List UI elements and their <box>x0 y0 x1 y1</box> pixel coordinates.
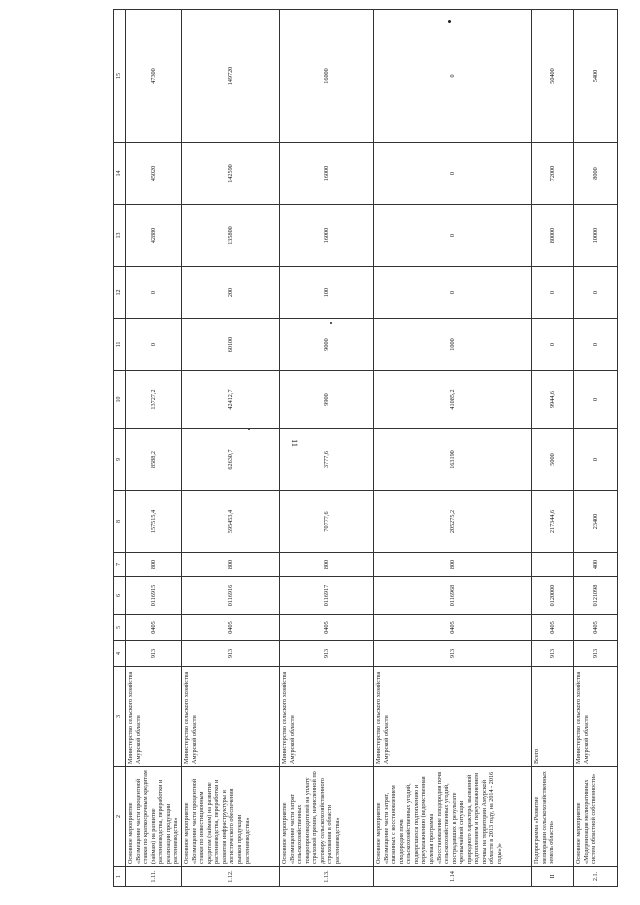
amount-cell: 42880 <box>126 205 182 267</box>
amount-cell: 0 <box>574 319 618 371</box>
amount-cell: 47300 <box>126 10 182 143</box>
responsible-party: Министерство сельского хозяйства Амурской области <box>126 667 182 767</box>
row-number: 1.12. <box>182 867 280 887</box>
amount-cell: 0 <box>374 205 532 267</box>
target-code: 0121098 <box>574 577 618 615</box>
header-cell: 13 <box>114 205 126 267</box>
expense-type: 800 <box>182 553 280 577</box>
ministry-code: 913 <box>532 641 574 667</box>
measure-name: Основное мероприятие «Возмещение части затрат, связанных с восстановлением плодородия почв сельскохозяйственных угодий, подвергшихся подтоплению и переувлажнению (ведомственная целевая программа «Восстановление плодородия почв сельскохозяйственных угодий, пострадавших в результате чрезвычайной ситуации природного характера, вызванной подтоплением и переувлажнением почвы на территории Амурской области в 2013 году, на 2014 - 2016 годы»)» <box>374 767 532 867</box>
amount-cell: 100 <box>280 267 374 319</box>
target-code: 0116968 <box>374 577 532 615</box>
header-cell: 5 <box>114 615 126 641</box>
amount-cell: 45020 <box>126 143 182 205</box>
target-code: 0116915 <box>126 577 182 615</box>
amount-cell: 0 <box>374 267 532 319</box>
header-cell: 6 <box>114 577 126 615</box>
amount-cell: 10000 <box>574 205 618 267</box>
measure-name: Подпрограмма «Развитие мелиорации сельскохозяйственных земель области» <box>532 767 574 867</box>
amount-cell: 0 <box>532 267 574 319</box>
target-code: 0120000 <box>532 577 574 615</box>
amount-cell: 13727,2 <box>126 371 182 429</box>
measure-name: Основное мероприятие «Возмещение части процентной ставки по инвестиционным кредитам (займам) на развитие растениеводства, переработки и развития инфраструктуры и логистического обеспечения рынков продукции растениеводства» <box>182 767 280 867</box>
table-row <box>374 10 532 887</box>
amount-cell: 70777,6 <box>280 491 374 553</box>
target-code: 0116916 <box>182 577 280 615</box>
rotated-table-sheet <box>87 0 640 905</box>
row-number: 1.14 <box>374 867 532 887</box>
amount-cell: 16000 <box>280 143 374 205</box>
header-cell: 8 <box>114 491 126 553</box>
header-cell: 15 <box>114 10 126 143</box>
expense-type: 400 <box>574 553 618 577</box>
header-cell: 14 <box>114 143 126 205</box>
amount-cell: 42412,7 <box>182 371 280 429</box>
row-number: 1.11. <box>126 867 182 887</box>
table-row <box>532 10 574 887</box>
expense-type: 800 <box>374 553 532 577</box>
responsible-party: Министерство сельского хозяйства Амурской области <box>574 667 618 767</box>
amount-cell: 8000 <box>574 143 618 205</box>
amount-cell: 41085,2 <box>374 371 532 429</box>
header-cell: 10 <box>114 371 126 429</box>
target-code: 0116917 <box>280 577 374 615</box>
amount-cell: 23400 <box>574 491 618 553</box>
ministry-code: 913 <box>126 641 182 667</box>
amount-cell: 9000 <box>280 319 374 371</box>
section-code: 0405 <box>574 615 618 641</box>
amount-cell: 9900 <box>280 371 374 429</box>
amount-cell: 0 <box>574 429 618 491</box>
amount-cell: 0 <box>532 319 574 371</box>
ministry-code: 913 <box>182 641 280 667</box>
amount-cell: 80000 <box>532 205 574 267</box>
amount-cell: 1000 <box>374 319 532 371</box>
measure-name: Основное мероприятие «Возмещение части процентной ставки по краткосрочным кредитам (займам) на развитие растениеводства, переработки и реализации продукции растениеводства» <box>126 767 182 867</box>
program-funding-table <box>113 9 618 887</box>
ministry-code: 913 <box>374 641 532 667</box>
amount-cell: 5400 <box>574 10 618 143</box>
section-code: 0405 <box>532 615 574 641</box>
amount-cell: 0 <box>374 10 532 143</box>
section-code: 0405 <box>374 615 532 641</box>
amount-cell: 149720 <box>182 10 280 143</box>
amount-cell: 217344,6 <box>532 491 574 553</box>
amount-cell: 205275,2 <box>374 491 532 553</box>
table-row <box>126 10 182 887</box>
amount-cell: 200 <box>182 267 280 319</box>
amount-cell: 595453,4 <box>182 491 280 553</box>
row-number: 2.1. <box>574 867 618 887</box>
amount-cell: 142590 <box>182 143 280 205</box>
row-number: II <box>532 867 574 887</box>
amount-cell: 157515,4 <box>126 491 182 553</box>
amount-cell: 8588,2 <box>126 429 182 491</box>
header-cell: 7 <box>114 553 126 577</box>
expense-type: 800 <box>280 553 374 577</box>
header-cell: 12 <box>114 267 126 319</box>
header-cell: 4 <box>114 641 126 667</box>
ministry-code: 913 <box>280 641 374 667</box>
page-number: 11 <box>290 439 299 447</box>
amount-cell: 16000 <box>280 205 374 267</box>
amount-cell: 0 <box>126 267 182 319</box>
column-number-header <box>114 10 126 887</box>
expense-type: 800 <box>126 553 182 577</box>
amount-cell: 62630,7 <box>182 429 280 491</box>
amount-cell: 60100 <box>182 319 280 371</box>
section-code: 0405 <box>126 615 182 641</box>
table-row <box>182 10 280 887</box>
amount-cell: 0 <box>126 319 182 371</box>
amount-cell: 50400 <box>532 10 574 143</box>
table-row <box>280 10 374 887</box>
section-code: 0405 <box>182 615 280 641</box>
responsible-party: Министерство сельского хозяйства Амурской области <box>374 667 532 767</box>
amount-cell: 0 <box>574 267 618 319</box>
amount-cell: 0 <box>374 143 532 205</box>
header-cell: 1 <box>114 867 126 887</box>
amount-cell: 3777,6 <box>280 429 374 491</box>
measure-name: Основное мероприятие «Возмещение части затрат сельскохозяйственных товаропроизводителей на уплату страховой премии, начисленной по договору сельскохозяйственного страхования в области растениеводства» <box>280 767 374 867</box>
amount-cell: 72000 <box>532 143 574 205</box>
amount-cell: 163190 <box>374 429 532 491</box>
responsible-party: Министерство сельского хозяйства Амурской области <box>182 667 280 767</box>
responsible-party: Всего <box>532 667 574 767</box>
amount-cell: 9944,6 <box>532 371 574 429</box>
section-code: 0405 <box>280 615 374 641</box>
row-number: 1.13. <box>280 867 374 887</box>
responsible-party: Министерство сельского хозяйства Амурской области <box>280 667 374 767</box>
header-cell: 9 <box>114 429 126 491</box>
measure-name: Основное мероприятие «Модернизация мелиоративных систем областной собственности» <box>574 767 618 867</box>
amount-cell: 5000 <box>532 429 574 491</box>
table-row <box>574 10 618 887</box>
ministry-code: 913 <box>574 641 618 667</box>
amount-cell: 16000 <box>280 10 374 143</box>
amount-cell: 135800 <box>182 205 280 267</box>
expense-type <box>532 553 574 577</box>
header-cell: 11 <box>114 319 126 371</box>
amount-cell: 0 <box>574 371 618 429</box>
header-cell: 2 <box>114 767 126 867</box>
header-cell: 3 <box>114 667 126 767</box>
